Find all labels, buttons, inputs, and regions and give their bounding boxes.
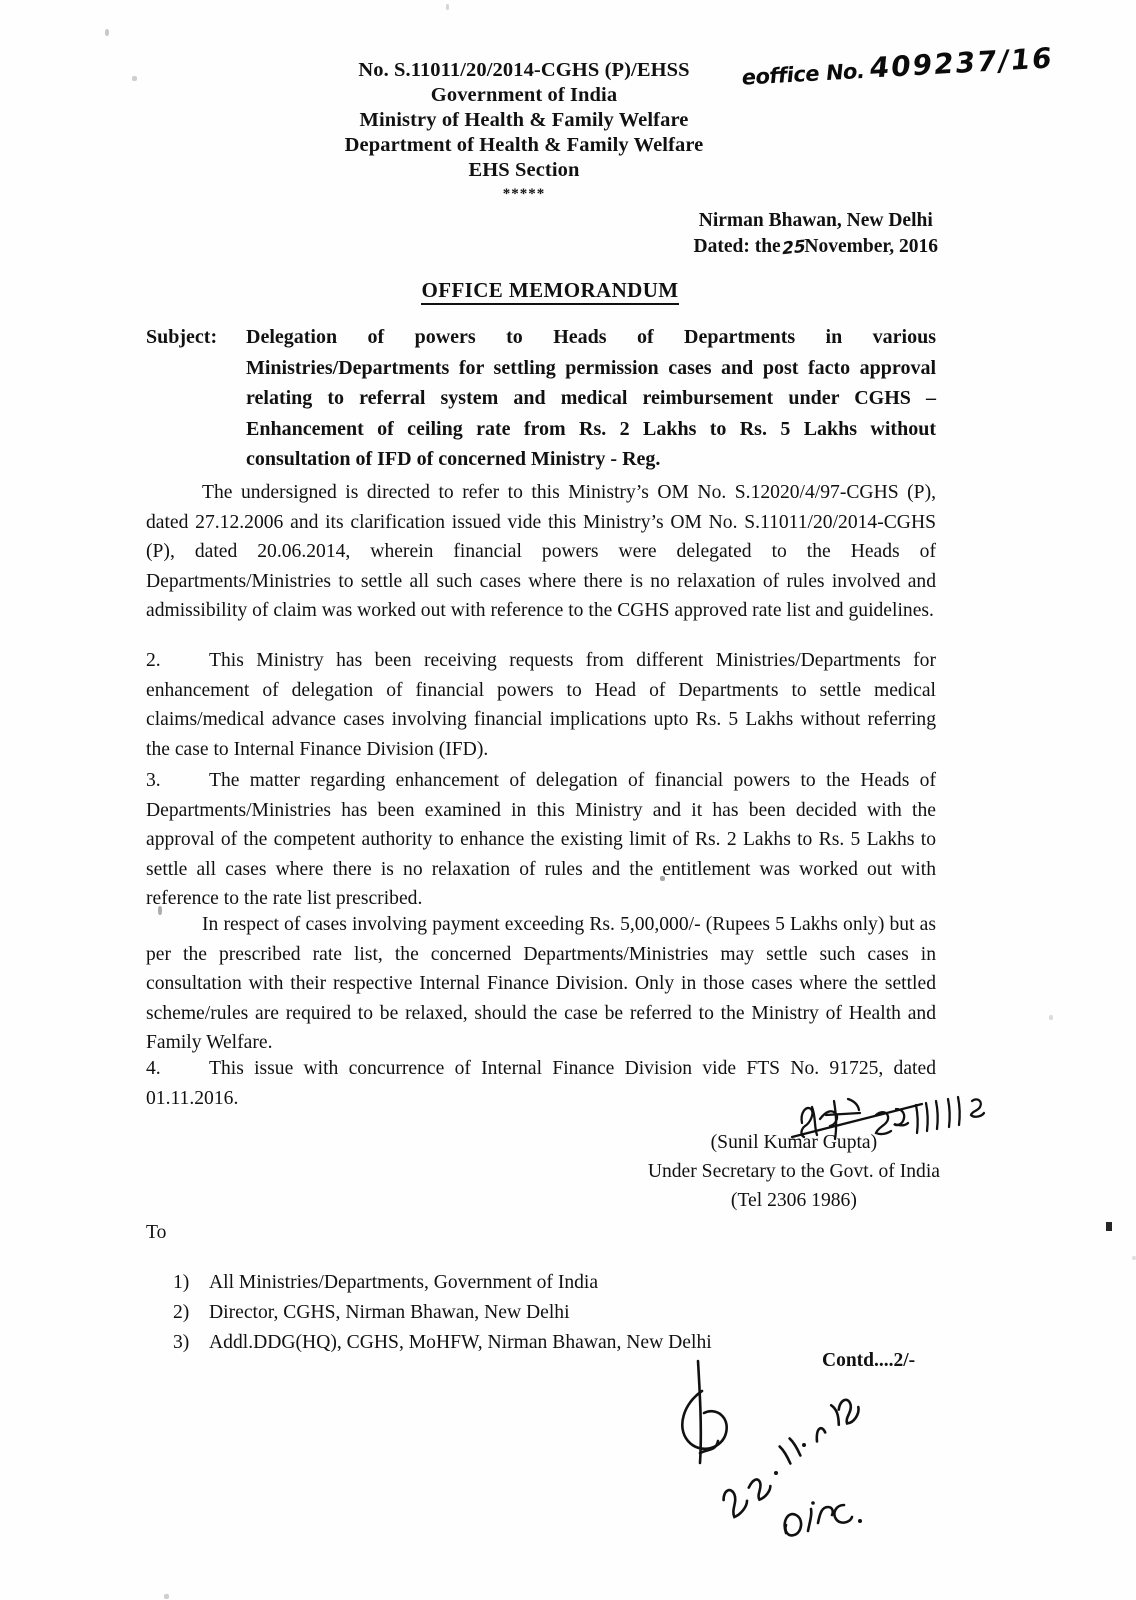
list-item-text: Director, CGHS, Nirman Bhawan, New Delhi	[209, 1302, 570, 1323]
paragraph-text: This Ministry has been receiving requests from different Ministries/Departments for enhancement of delegation of financial powers to Head of Departments to settle medical claims/medical advance cases involving financial implications upto Rs. 5 Lakhs without referring the case to Internal Finance Division (IFD).	[146, 650, 936, 760]
signature-block	[648, 1128, 940, 1215]
continuation-note: Contd....2/-	[822, 1350, 916, 1371]
paragraph-4	[146, 910, 936, 1058]
paragraph-number: 2.	[146, 650, 161, 671]
scan-speck	[446, 4, 449, 10]
paragraph-text: In respect of cases involving payment exceeding Rs. 5,00,000/- (Rupees 5 Lakhs only) but as per the prescribed rate list, the concerned Departments/Ministries may settle such cases in consultation with their respective Internal Finance Division. Only in those cases where the settled scheme/rules are required to be relaxed, should the case be referred to the Ministry of Health and Family Welfare.	[146, 914, 936, 1054]
paragraph-text: This issue with concurrence of Internal Finance Division vide FTS No. 91725, dated 01.11.2016.	[146, 1058, 936, 1109]
signer-designation: Under Secretary to the Govt. of India	[647, 1161, 940, 1182]
date-rest: November, 2016	[804, 236, 938, 257]
subject-label: Subject:	[146, 326, 218, 348]
file-number: No. S.11011/20/2014-CGHS (P)/EHSS	[358, 59, 690, 81]
list-item	[173, 1298, 712, 1328]
paragraph-text: The undersigned is directed to refer to this Ministry’s OM No. S.12020/4/97-CGHS (P), dated 27.12.2006 and its clarification issued vide this Ministry’s OM No. S.11011/20/2014-CGHS (P), dated 20.06.2014, wherein financial powers were delegated to the Heads of Departments/Ministries to settle all such cases where there is no relaxation of rules involved and admissibility of claim was worked out with reference to the CGHS approved rate list and guidelines.	[146, 482, 936, 622]
signer-phone: (Tel 2306 1986)	[730, 1190, 857, 1211]
date-prefix: Dated: the	[693, 236, 781, 257]
paragraph-5	[146, 1054, 936, 1113]
list-item	[173, 1268, 712, 1298]
paragraph-1	[146, 478, 936, 626]
distribution-label: To	[146, 1222, 167, 1243]
scan-speck	[1132, 1256, 1136, 1260]
subject-row	[146, 322, 936, 475]
bottom-signature-scribble	[660, 1345, 940, 1545]
scan-speck	[1106, 1222, 1112, 1231]
eoffice-number: 409237/16	[867, 41, 1056, 85]
government-name: Government of India	[430, 84, 618, 106]
issuing-place: Nirman Bhawan, New Delhi	[698, 210, 933, 231]
scan-speck	[164, 1594, 169, 1599]
list-item-text: All Ministries/Departments, Government of India	[209, 1272, 599, 1293]
eoffice-label: eoffice No.	[740, 58, 866, 90]
scan-speck	[105, 29, 109, 36]
list-item-number: 1)	[173, 1272, 190, 1293]
issue-date	[694, 234, 938, 260]
department-name: Department of Health & Family Welfare	[344, 134, 704, 156]
paragraph-text: The matter regarding enhancement of delegation of financial powers to the Heads of Departments/Ministries has been examined in this Ministry and it has been decided with the approval of the competent authority to enhance the existing limit of Rs. 2 Lakhs to Rs. 5 Lakhs to settle all cases where there is no relaxation of rules and the entitlement was worked out with reference to the rate list prescribed.	[146, 770, 936, 910]
handwritten-day: 25	[780, 236, 807, 260]
subject-text: Delegation of powers to Heads of Departments in various Ministries/Departments for settling permission cases and post facto approval relating to referral system and medical reimbursement under CGHS – Enhancement of ceiling rate from Rs. 2 Lakhs to Rs. 5 Lakhs without consultation of IFD of concerned Ministry - Reg.	[246, 326, 936, 470]
paragraph-3	[146, 766, 936, 914]
scan-speck	[1049, 1015, 1053, 1020]
section-name: EHS Section	[468, 159, 580, 181]
paragraph-2	[146, 646, 936, 764]
signer-name: (Sunil Kumar Gupta)	[710, 1132, 878, 1153]
list-item	[173, 1328, 712, 1358]
address-date-block	[694, 208, 938, 260]
page-title-text: OFFICE MEMORANDUM	[421, 278, 678, 305]
distribution-list	[173, 1268, 712, 1358]
paragraph-number: 4.	[146, 1058, 161, 1079]
page-title	[0, 278, 1100, 303]
paragraph-number: 3.	[146, 770, 161, 791]
list-item-text: Addl.DDG(HQ), CGHS, MoHFW, Nirman Bhawan, New Delhi	[209, 1332, 712, 1353]
list-item-number: 3)	[173, 1332, 190, 1353]
header-separator: *****	[502, 186, 546, 202]
list-item-number: 2)	[173, 1302, 190, 1323]
ministry-name: Ministry of Health & Family Welfare	[359, 109, 689, 131]
